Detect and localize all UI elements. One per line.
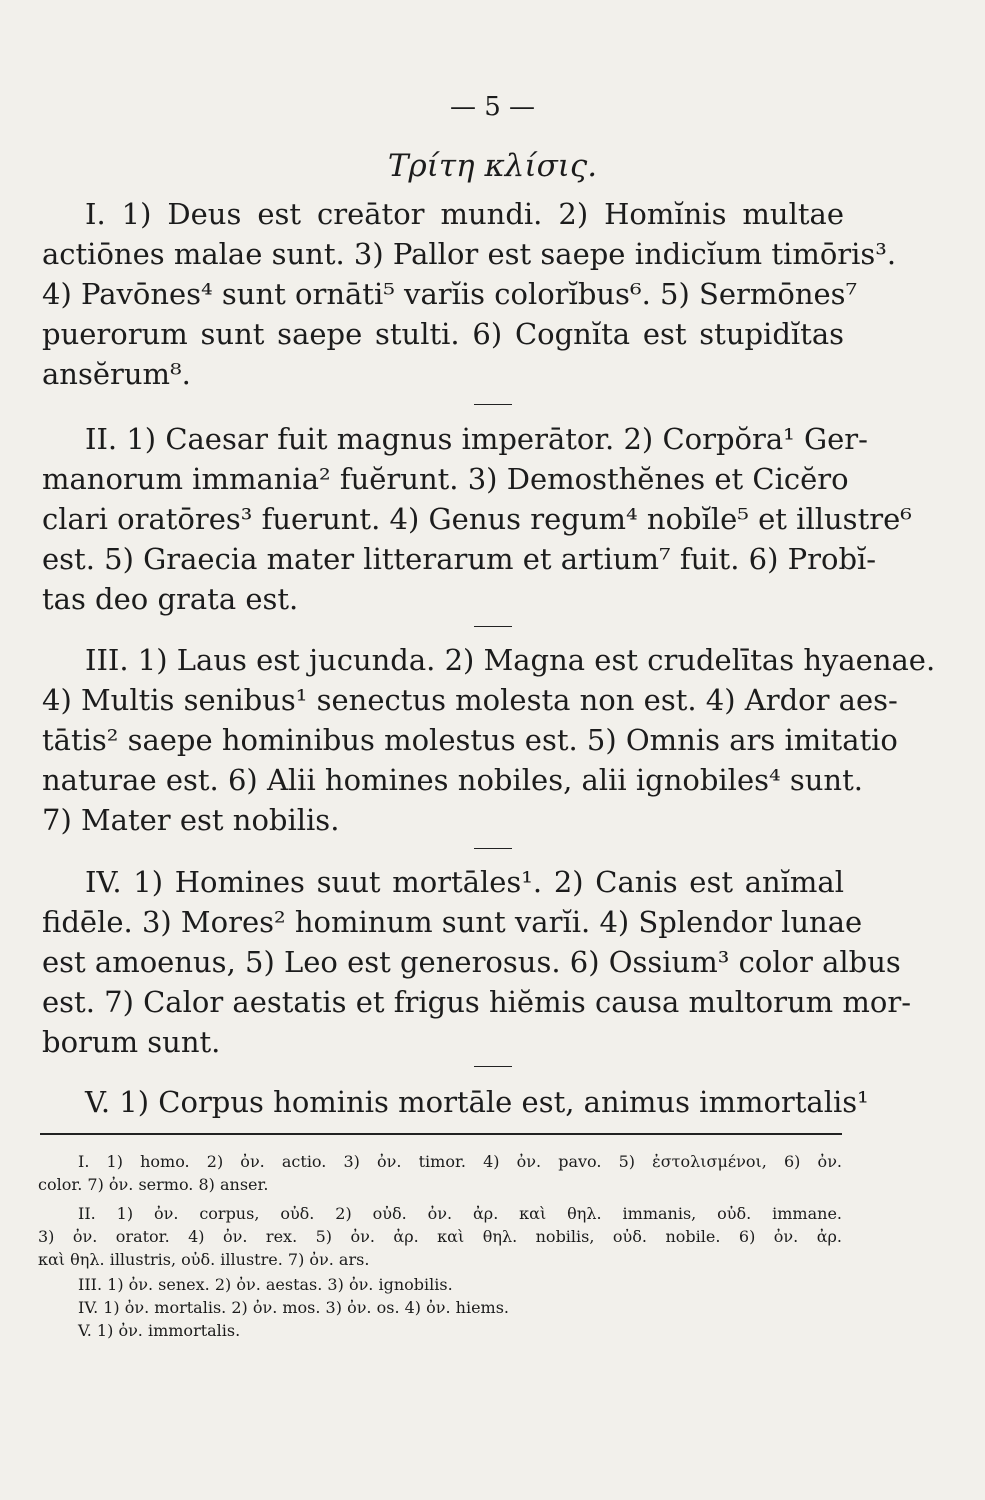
- text-line: clari oratōres³ fuerunt. 4) Genus regum⁴ nobĭle⁵ et illustre⁶: [42, 502, 912, 536]
- section-divider: [474, 848, 512, 849]
- footnote-line: I. 1) homo. 2) ὀν. actio. 3) ὀν. timor. 4) ὀν. pavo. 5) ἐστολισμένοι, 6) ὀν.: [78, 1152, 842, 1171]
- text-line: est. 7) Calor aestatis et frigus hiĕmis causa multorum mor-: [42, 985, 911, 1019]
- text-line: tātis² saepe hominibus molestus est. 5) Omnis ars imitatio: [42, 723, 898, 757]
- footnote-line: IV. 1) ὀν. mortalis. 2) ὀν. mos. 3) ὀν. os. 4) ὀν. hiems.: [78, 1298, 510, 1317]
- text-line: manorum immania² fuĕrunt. 3) Demosthĕnes et Cicĕro: [42, 462, 849, 496]
- section-divider: [474, 1066, 512, 1067]
- text-line: IV. 1) Homines suut mortāles¹. 2) Canis est anĭmal: [85, 865, 844, 899]
- footnote-line: III. 1) ὀν. senex. 2) ὀν. aestas. 3) ὀν. ignobilis.: [78, 1275, 453, 1294]
- text-line: ansĕrum⁸.: [42, 357, 191, 391]
- text-line: tas deo grata est.: [42, 582, 299, 616]
- text-line: est. 5) Graecia mater litterarum et artium⁷ fuit. 6) Probĭ-: [42, 542, 877, 576]
- text-line: 7) Mater est nobilis.: [42, 803, 340, 837]
- text-line: 4) Multis senibus¹ senectus molesta non est. 4) Ardor aes-: [42, 683, 898, 717]
- text-line: V. 1) Corpus hominis mortāle est, animus immortalis¹: [85, 1085, 869, 1119]
- exercise-section-1: [42, 194, 897, 394]
- footnote-line: V. 1) ὀν. immortalis.: [78, 1321, 241, 1340]
- text-line: puerorum sunt saepe stulti. 6) Cognĭta est stupidĭtas: [42, 317, 844, 351]
- text-line: II. 1) Caesar fuit magnus imperātor. 2) Corpŏra¹ Ger-: [85, 422, 868, 456]
- exercise-section-5: [42, 1082, 869, 1122]
- text-line: borum sunt.: [42, 1025, 221, 1059]
- page-number: — 5 —: [449, 92, 536, 122]
- page-title: Τρίτη κλίσις.: [387, 148, 598, 184]
- section-divider: [474, 404, 512, 405]
- text-line: 4) Pavōnes⁴ sunt ornāti⁵ varĭis colorĭbus⁶. 5) Sermōnes⁷: [42, 277, 858, 311]
- section-divider: [474, 626, 512, 627]
- footnote-line: color. 7) ὀν. sermo. 8) anser.: [38, 1175, 269, 1194]
- text-line: est amoenus, 5) Leo est generosus. 6) Ossium³ color albus: [42, 945, 901, 979]
- exercise-section-3: [42, 640, 936, 840]
- text-line: I. 1) Deus est creātor mundi. 2) Homĭnis multae: [85, 197, 844, 231]
- text-line: III. 1) Laus est jucunda. 2) Magna est crudelītas hyaenae.: [85, 643, 936, 677]
- footnote-line: II. 1) ὀν. corpus, οὐδ. 2) οὐδ. ὀν. ἀρ. καὶ θηλ. immanis, οὐδ. immane.: [78, 1204, 842, 1223]
- footnote-line: καὶ θηλ. illustris, οὐδ. illustre. 7) ὀν. ars.: [38, 1250, 370, 1269]
- footnote-line: 3) ὀν. orator. 4) ὀν. rex. 5) ὀν. ἀρ. καὶ θηλ. nobilis, οὐδ. nobile. 6) ὀν. ἀρ.: [38, 1227, 842, 1246]
- text-line: naturae est. 6) Alii homines nobiles, alii ignobiles⁴ sunt.: [42, 763, 863, 797]
- exercise-section-4: [42, 862, 911, 1062]
- exercise-section-2: [42, 419, 912, 619]
- footnotes: [38, 1150, 842, 1342]
- footnote-rule: [40, 1133, 842, 1135]
- text-line: fidēle. 3) Mores² hominum sunt varĭi. 4) Splendor lunae: [42, 905, 863, 939]
- text-line: actiōnes malae sunt. 3) Pallor est saepe indicĭum timōris³.: [42, 237, 897, 271]
